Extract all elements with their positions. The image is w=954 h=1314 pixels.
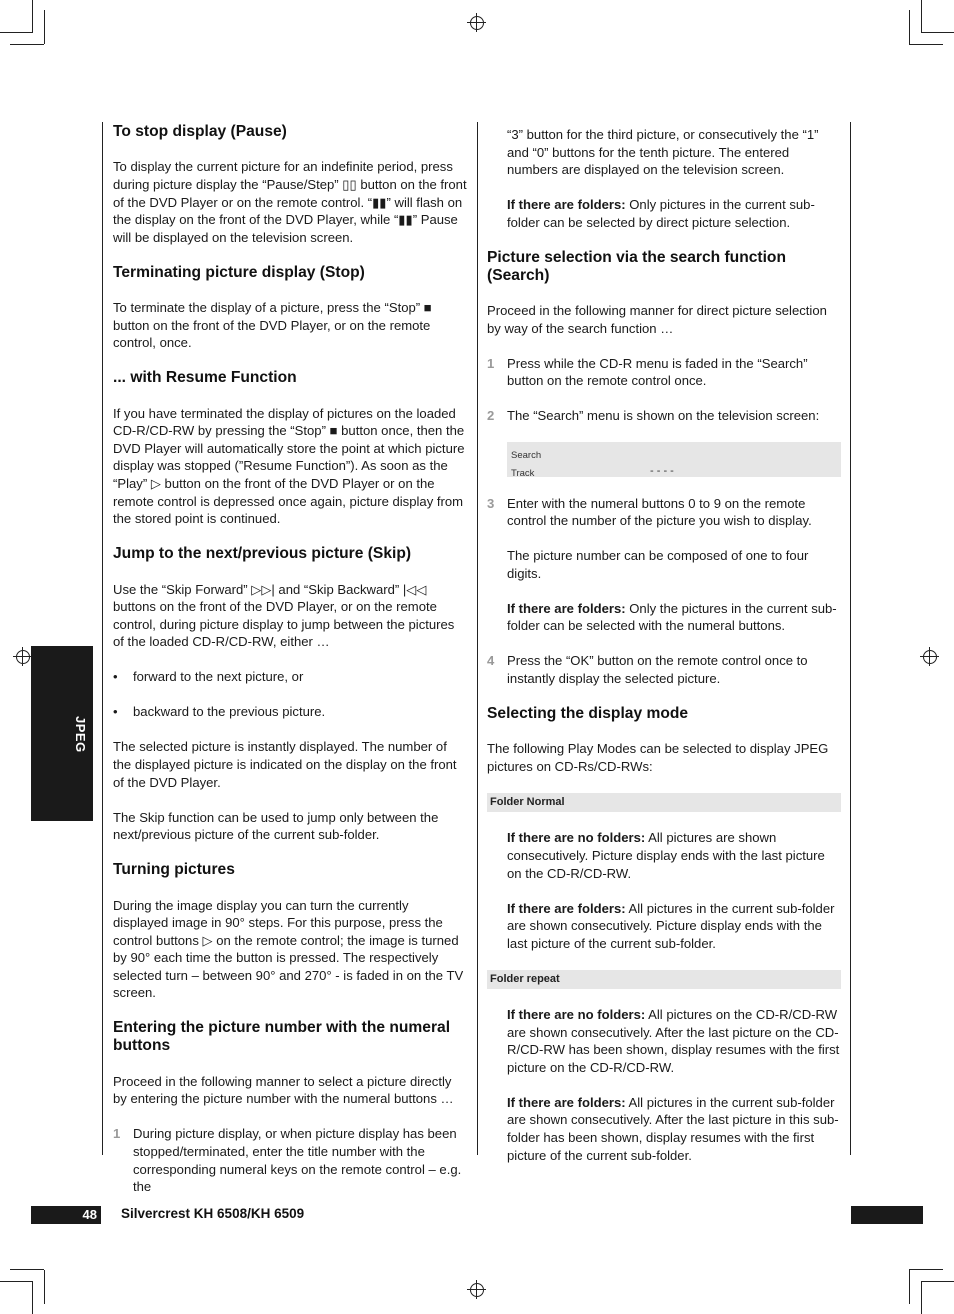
search-menu-screen [507,442,841,480]
crop-mark [0,1281,33,1282]
crop-mark [44,10,45,44]
section-title: Picture selection via the search function (Search) [487,248,786,284]
registration-mark-icon [16,650,30,664]
paragraph: “3” button for the third picture, or consecutively the “1” and “0” buttons for the tenth picture. The entered numbers are displayed on the television screen. [507,127,819,178]
crop-mark [921,32,954,33]
page-number: 48 [82,1207,97,1222]
footer-bar [851,1206,923,1224]
paragraph: If you have terminated the display of pictures on the loaded CD-R/CD-RW by pressing the “Stop” ■ button once, then the DVD Player will automatically store the point at which picture display was stopped (”Resume Function”). As soon as the “Play” ▷ button on the front of the DVD Player or on the remote control is depressed once again, picture display from the stored point is continued. [113,405,465,527]
column-rule [477,122,478,1155]
crop-mark [909,44,943,45]
paragraph: Proceed in the following manner to select a picture directly by entering the picture number with the numeral buttons … [113,1073,454,1107]
screen-track-label: Track [511,468,535,480]
mode-heading: Folder Normal [487,793,841,812]
list-item: • forward to the next picture, or [113,669,304,685]
screen-track-value: - - - - [650,465,674,478]
paragraph: To display the current picture for an indefinite period, press during picture display the “Pause/Step” ▯▯ button on the front of the DVD Player or on the remote control. “▮▮” will flash on the display on the front of the DVD Player, while “▮▮” Pause will be displayed on the television screen. [113,159,467,245]
crop-mark [32,1281,33,1314]
crop-mark [32,0,33,33]
list-item: • backward to the previous picture. [113,704,326,720]
section-title: Turning pictures [113,861,235,879]
paragraph: The selected picture is instantly displayed. The number of the displayed picture is indicated on the display on the front of the DVD Player. [113,739,457,790]
crop-mark [909,1270,910,1304]
section-title: To stop display (Pause) [113,123,287,140]
numbered-step: 3 Enter with the numeral buttons 0 to 9 on the remote control the number of the picture you wish to display. [487,495,812,529]
page-number-box [31,1206,101,1224]
crop-mark [0,32,33,33]
numbered-step: 2 The “Search” menu is shown on the television screen: [487,408,820,424]
section-title: Jump to the next/previous picture (Skip) [113,545,412,563]
paragraph: If there are folders: All pictures in the current sub-folder are shown consecutively. After the last picture in this sub-folder has been shown, display resumes with the first picture of the current sub-folder. [507,1094,839,1163]
crop-mark [921,0,922,33]
paragraph: Use the “Skip Forward” ▷▷| and “Skip Backward” |◁◁ buttons on the front of the DVD Player, or on the remote control, during picture display to jump between the pictures of the loaded CD-R/CD-RW, either … [113,581,455,650]
crop-mark [921,1281,922,1314]
numbered-step: 1 During picture display, or when picture display has been stopped/terminated, enter the title number with the corresponding numeral keys on the remote control – e.g. the [113,1126,462,1195]
registration-mark-icon [470,16,484,30]
side-tab [31,646,93,821]
crop-mark [921,1281,954,1282]
crop-mark [10,44,44,45]
paragraph: Proceed in the following manner for direct picture selection by way of the search function … [487,303,827,336]
registration-mark-icon [470,1283,484,1297]
right-column [487,126,841,1164]
paragraph: The following Play Modes can be selected to display JPEG pictures on CD-Rs/CD-RWs: [487,741,829,774]
crop-mark [909,10,910,44]
paragraph: If there are no folders: All pictures are shown consecutively. Picture display ends with the last picture on the CD-R/CD-RW. [507,830,825,881]
column-rule [850,122,851,1155]
paragraph: During the image display you can turn the currently displayed image in 90° steps. For this purpose, press the control buttons ▷ on the remote control; the image is turned by 90° each time the button is pressed. The respectively selected turn – between 90° and 270° - is faded in on the TV screen. [113,897,464,1001]
bullet: • [113,704,118,720]
paragraph: The picture number can be composed of one to four digits. [507,548,809,581]
registration-mark-icon [923,650,937,664]
paragraph: If there are no folders: All pictures on the CD-R/CD-RW are shown consecutively. After the last picture on the CD-R/CD-RW has been shown, display resumes with the first picture on the CD-R/CD-RW. [507,1007,840,1075]
paragraph: The Skip function can be used to jump only between the next/previous picture of the current sub-folder. [113,809,439,843]
section-title: Entering the picture number with the numeral buttons [113,1019,451,1055]
numbered-step: 1 Press while the CD-R menu is faded in the “Search” button on the remote control once. [487,355,808,389]
column-rule [102,122,103,1155]
paragraph: If there are folders: Only pictures in the current sub-folder can be selected by direct picture selection. [507,197,815,230]
crop-mark [44,1270,45,1304]
paragraph: To terminate the display of a picture, press the “Stop” ■ button on the front of the DVD Player, or on the remote control, once. [113,300,432,351]
left-column [113,123,467,1213]
mode-heading: Folder repeat [487,970,841,989]
screen-search-label: Search [511,450,542,462]
paragraph: If there are folders: Only the pictures in the current sub-folder can be selected with the numeral buttons. [507,600,837,634]
numbered-step: 4 Press the “OK” button on the remote control once to instantly display the selected picture. [487,653,808,686]
section-title: Selecting the display mode [487,704,689,722]
paragraph: If there are folders: All pictures in the current sub-folder are shown consecutively. Picture display ends with the last picture of the current sub-folder. [507,900,835,951]
section-title: ... with Resume Function [113,369,297,387]
crop-mark [10,1269,44,1270]
crop-mark [909,1269,943,1270]
bullet: • [113,669,118,685]
side-tab-label: JPEG [73,716,88,753]
footer-product: Silvercrest KH 6508/KH 6509 [121,1206,305,1221]
section-title: Terminating picture display (Stop) [113,263,365,281]
